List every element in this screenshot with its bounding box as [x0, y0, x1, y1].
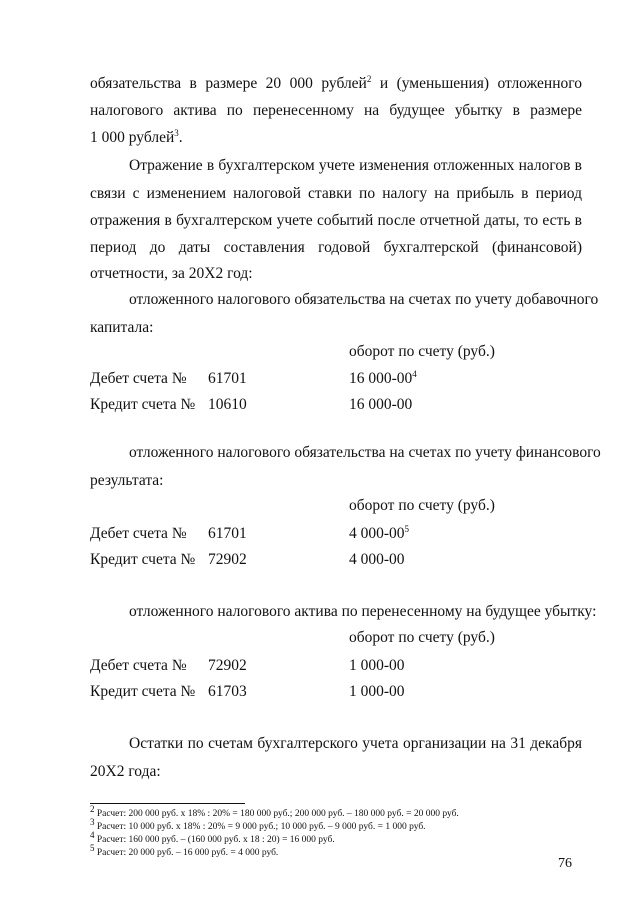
credit-label: Кредит счета №: [90, 683, 196, 700]
footnote: [90, 829, 335, 846]
credit-label: Кредит счета №: [90, 551, 196, 568]
debit-label: Дебет счета №: [90, 657, 187, 674]
credit-account: 72902: [208, 551, 247, 568]
text-run: и (уменьшения) отложенного: [371, 75, 582, 92]
credit-amount: 4 000-00: [349, 551, 405, 568]
page-number: 76: [558, 856, 572, 871]
debit-amount: 1 000-00: [349, 657, 405, 674]
debit-account: 72902: [208, 657, 247, 674]
footnote-ref[interactable]: 2: [366, 73, 372, 84]
paragraph-line: отражения в бухгалтерском учете событий после отчетной даты, то есть в: [90, 212, 582, 229]
footnote-number: 2: [90, 803, 95, 814]
paragraph-line: связи с изменением налоговой ставки по налогу на прибыль в период: [90, 185, 582, 202]
section-intro: отложенного налогового обязательства на счетах по учету добавочного: [129, 291, 599, 308]
amount-value: 16 000-00: [349, 370, 413, 387]
footnote-text: Расчет: 20 000 руб. – 16 000 руб. = 4 000 руб.: [94, 848, 279, 858]
section-intro: результата:: [90, 472, 164, 489]
footnote-ref[interactable]: 4: [412, 368, 417, 379]
debit-amount: [349, 524, 409, 544]
credit-amount: 16 000-00: [349, 396, 413, 413]
text-run: .: [178, 129, 183, 146]
footnote: [90, 803, 459, 820]
footnote-text: Расчет: 200 000 руб. х 18% : 20% = 180 000 руб.; 200 000 руб. – 180 000 руб. = 20 000 руб.: [94, 809, 459, 819]
paragraph-line: 20Х2 года:: [90, 763, 161, 780]
paragraph-line: отчетности, за 20Х2 год:: [90, 265, 253, 282]
turnover-header: оборот по счету (руб.): [349, 629, 495, 646]
paragraph-line: [90, 128, 183, 148]
footnote-number: 4: [90, 829, 95, 840]
text-run: обязательства в размере 20 000 рублей: [90, 75, 367, 92]
debit-label: Дебет счета №: [90, 370, 187, 387]
credit-account: 10610: [208, 396, 247, 413]
debit-label: Дебет счета №: [90, 525, 187, 542]
paragraph-line: Остатки по счетам бухгалтерского учета организации на 31 декабря: [129, 735, 582, 752]
section-intro: отложенного налогового обязательства на счетах по учету финансового: [129, 444, 601, 461]
footnote: [90, 816, 426, 833]
footnote: [90, 842, 279, 859]
credit-label: Кредит счета №: [90, 396, 196, 413]
debit-account: 61701: [208, 525, 247, 542]
turnover-header: оборот по счету (руб.): [349, 497, 495, 514]
footnote-ref[interactable]: 5: [404, 523, 410, 534]
amount-value: 4 000-00: [349, 525, 405, 542]
credit-account: 61703: [208, 683, 247, 700]
paragraph-line: налогового актива по перенесенному на будущее убытку в размере: [90, 102, 582, 119]
debit-account: 61701: [208, 370, 247, 387]
footnote-text: Расчет: 160 000 руб. – (160 000 руб. х 18 : 20) = 16 000 руб.: [94, 835, 335, 845]
turnover-header: оборот по счету (руб.): [349, 343, 495, 360]
paragraph-line: [90, 74, 582, 94]
paragraph-line: Отражение в бухгалтерском учете изменения отложенных налогов в: [129, 157, 582, 174]
debit-amount: [349, 369, 417, 389]
footnote-ref[interactable]: 3: [174, 127, 179, 138]
footnote-number: 3: [90, 816, 95, 827]
section-intro: капитала:: [90, 319, 154, 336]
text-run: 1 000 рублей: [90, 129, 175, 146]
section-intro: отложенного налогового актива по перенесенному на будущее убытку:: [129, 603, 597, 620]
footnote-number: 5: [90, 842, 95, 853]
paragraph-line: период до даты составления годовой бухгалтерской (финансовой): [90, 239, 582, 256]
footnote-text: Расчет: 10 000 руб. х 18% : 20% = 9 000 руб.; 10 000 руб. – 9 000 руб. = 1 000 руб.: [94, 822, 426, 832]
footnote-separator: [90, 803, 245, 804]
credit-amount: 1 000-00: [349, 683, 405, 700]
